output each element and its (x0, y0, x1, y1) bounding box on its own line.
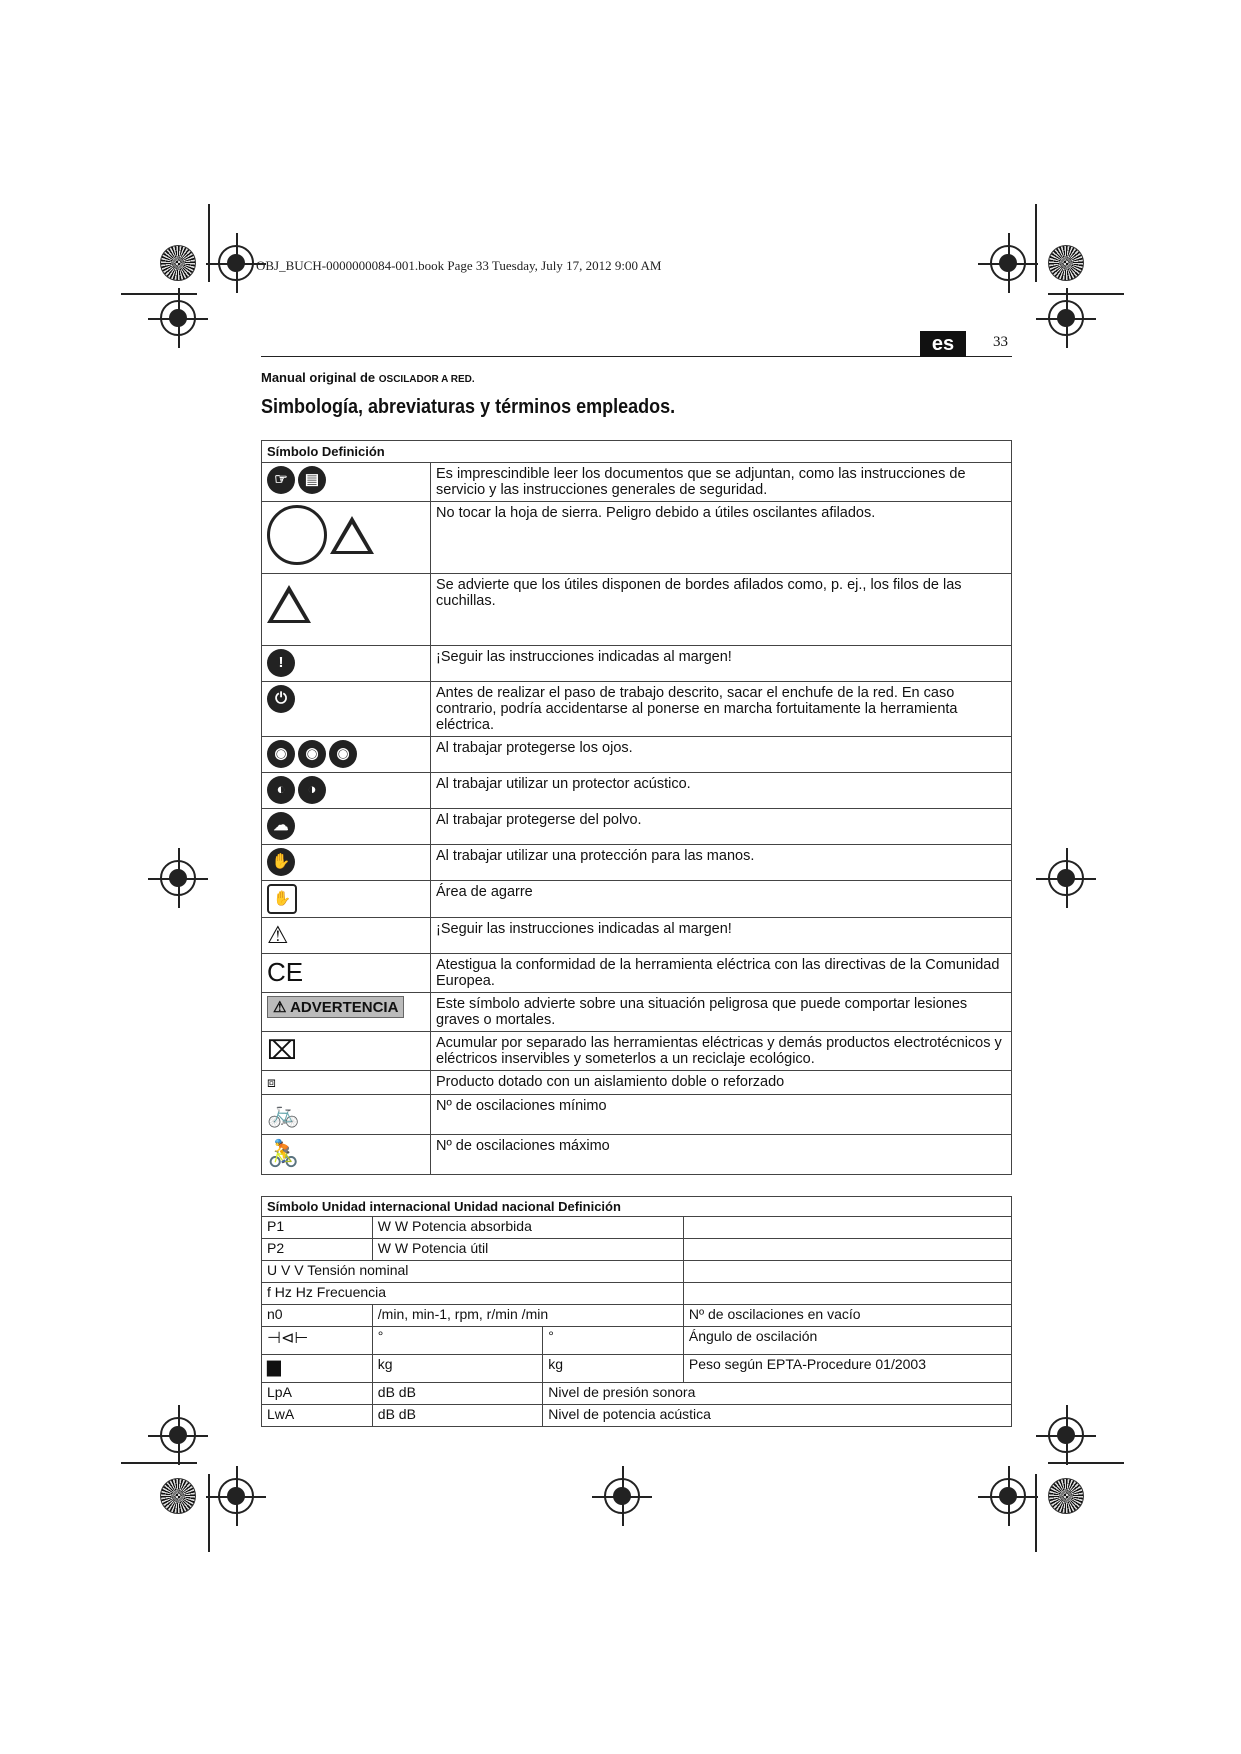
table-row (262, 1217, 1012, 1239)
registration-mark-icon (990, 245, 1026, 281)
unit-definition (683, 1261, 1011, 1283)
unit-definition (683, 1239, 1011, 1261)
book-icon: ▤ (298, 466, 326, 494)
definition-cell: Al trabajar utilizar una protección para las manos. (431, 845, 1012, 881)
symbol-cell (262, 463, 431, 502)
crop-mark (1035, 204, 1037, 282)
symbol-cell (262, 1095, 431, 1135)
definition-cell: ¡Seguir las instrucciones indicadas al margen! (431, 646, 1012, 682)
section-title: Simbología, abreviaturas y términos empleados. (261, 396, 676, 418)
symbols-table-header: Símbolo Definición (262, 441, 1012, 463)
unit-intl: kg (372, 1355, 543, 1383)
advertencia-badge (267, 996, 404, 1018)
table-row (262, 1283, 1012, 1305)
unit-symbol: U V V Tensión nominal (262, 1261, 684, 1283)
symbol-cell (262, 737, 431, 773)
definition-cell: No tocar la hoja de sierra. Peligro debido a útiles oscilantes afilados. (431, 502, 1012, 574)
unit-symbol: P2 (262, 1239, 373, 1261)
table-row (262, 1327, 1012, 1355)
unit-intl: W W Potencia absorbida (372, 1217, 683, 1239)
crop-mark (208, 204, 210, 282)
unit-intl: dB dB (372, 1405, 543, 1427)
sharp-edges-warning-icon (267, 585, 311, 623)
unit-symbol: f Hz Hz Frecuencia (262, 1283, 684, 1305)
color-rosette-icon (160, 1478, 196, 1514)
unit-symbol: P1 (262, 1217, 373, 1239)
grip-area-icon: ✋ (267, 884, 297, 914)
slow-cyclist-icon: 🚲 (267, 1098, 300, 1128)
ce-mark-icon: CE (267, 957, 304, 987)
definition-cell: Al trabajar protegerse del polvo. (431, 809, 1012, 845)
unit-symbol: n0 (262, 1305, 373, 1327)
unit-symbol: LwA (262, 1405, 373, 1427)
units-table-header: Símbolo Unidad internacional Unidad nacional Definición (262, 1197, 1012, 1217)
unit-intl: ° (372, 1327, 543, 1355)
symbol-cell (262, 1135, 431, 1175)
table-row (262, 1383, 1012, 1405)
table-row (262, 1405, 1012, 1427)
unit-definition: Nivel de potencia acústica (543, 1405, 1012, 1427)
registration-mark-icon (1048, 300, 1084, 336)
unit-definition (683, 1283, 1011, 1305)
header-rule (261, 356, 1012, 357)
color-rosette-icon (160, 245, 196, 281)
weee-bin-icon: ⌧ (267, 1035, 297, 1065)
unit-definition: Ángulo de oscilación (683, 1327, 1011, 1355)
symbol-cell (262, 954, 431, 993)
unit-definition: Peso según EPTA-Procedure 01/2003 (683, 1355, 1011, 1383)
unit-definition: Nº de oscilaciones en vacío (683, 1305, 1011, 1327)
color-rosette-icon (1048, 245, 1084, 281)
unit-intl: W W Potencia útil (372, 1239, 683, 1261)
units-table (261, 1196, 1012, 1427)
crop-mark (1048, 1462, 1124, 1464)
crop-mark (208, 1474, 210, 1552)
fast-cyclist-icon: 🚴 (267, 1138, 300, 1168)
symbol-cell (262, 682, 431, 737)
definition-cell: Nº de oscilaciones máximo (431, 1135, 1012, 1175)
table-row (262, 1239, 1012, 1261)
unit-symbol: LpA (262, 1383, 373, 1405)
exclamation-icon: ! (267, 649, 295, 677)
unplug-icon: ⏻ (267, 685, 295, 713)
symbol-cell (262, 646, 431, 682)
crop-mark (121, 293, 197, 295)
symbol-cell (262, 502, 431, 574)
oscillation-angle-icon: ⊣⊲⊢ (262, 1327, 373, 1355)
unit-definition: Nivel de presión sonora (543, 1383, 1012, 1405)
symbol-cell (262, 1071, 431, 1095)
dust-mask-icon: ☁ (267, 812, 295, 840)
goggles-icon: ◉ (329, 740, 357, 768)
definition-cell: Este símbolo advierte sobre una situación peligrosa que puede comportar lesiones graves o mortales. (431, 993, 1012, 1032)
unit-intl: dB dB (372, 1383, 543, 1405)
definition-cell: Al trabajar utilizar un protector acústico. (431, 773, 1012, 809)
definition-cell: Producto dotado con un aislamiento doble o reforzado (431, 1071, 1012, 1095)
unit-definition (683, 1217, 1011, 1239)
registration-mark-icon (218, 1478, 254, 1514)
advertencia-label: ADVERTENCIA (290, 999, 399, 1016)
table-row (262, 1261, 1012, 1283)
symbols-table (261, 440, 1012, 1175)
ear-protection-icon: ◐ (267, 776, 295, 804)
registration-mark-icon (1048, 1417, 1084, 1453)
registration-mark-icon (160, 1417, 196, 1453)
registration-mark-icon (990, 1478, 1026, 1514)
unit-intl: /min, min-1, rpm, r/min /min (372, 1305, 683, 1327)
face-shield-icon: ◉ (298, 740, 326, 768)
symbol-cell (262, 881, 431, 918)
warning-triangle-icon: ⚠ (273, 999, 291, 1016)
symbol-cell (262, 574, 431, 646)
table-row (262, 1355, 1012, 1383)
eye-protection-icon: ◉ (267, 740, 295, 768)
definition-cell: Acumular por separado las herramientas eléctricas y demás productos electrotécnicos y eléctricos inservibles y someterlos a un reciclaje ecológico. (431, 1032, 1012, 1071)
definition-cell: ¡Seguir las instrucciones indicadas al margen! (431, 918, 1012, 954)
definition-cell: Antes de realizar el paso de trabajo descrito, sacar el enchufe de la red. En caso contrario, podría accidentarse al ponerse en marcha fortuitamente la herramienta eléctrica. (431, 682, 1012, 737)
symbol-cell (262, 993, 431, 1032)
symbol-cell (262, 773, 431, 809)
crop-mark (1048, 293, 1124, 295)
crop-mark (121, 1462, 197, 1464)
registration-mark-icon (218, 245, 254, 281)
registration-mark-icon (160, 860, 196, 896)
book-info-line: OBJ_BUCH-0000000084-001.book Page 33 Tuesday, July 17, 2012 9:00 AM (256, 258, 662, 273)
manual-title (261, 370, 475, 385)
definition-cell: Es imprescindible leer los documentos que se adjuntan, como las instrucciones de servicio y las instrucciones generales de seguridad. (431, 463, 1012, 502)
weight-icon: ▆ (262, 1355, 373, 1383)
sharp-tool-warning-icon (330, 516, 374, 554)
read-manual-icon: ☞ (267, 466, 295, 494)
symbol-cell (262, 845, 431, 881)
symbol-cell (262, 809, 431, 845)
ear-muffs-icon: ◑ (298, 776, 326, 804)
language-tab: es (920, 331, 966, 357)
symbol-cell (262, 918, 431, 954)
crop-mark (1035, 1474, 1037, 1552)
page-number: 33 (993, 334, 1008, 350)
symbol-cell (262, 1032, 431, 1071)
definition-cell: Nº de oscilaciones mínimo (431, 1095, 1012, 1135)
attention-blade-icon (267, 505, 327, 565)
unit-national: kg (543, 1355, 684, 1383)
registration-mark-icon (1048, 860, 1084, 896)
color-rosette-icon (1048, 1478, 1084, 1514)
warning-triangle-icon: ⚠ (267, 922, 289, 949)
registration-mark-icon (160, 300, 196, 336)
definition-cell: Al trabajar protegerse los ojos. (431, 737, 1012, 773)
unit-national: ° (543, 1327, 684, 1355)
gloves-icon: ✋ (267, 848, 295, 876)
definition-cell: Área de agarre (431, 881, 1012, 918)
table-row (262, 1305, 1012, 1327)
definition-cell: Se advierte que los útiles disponen de bordes afilados como, p. ej., los filos de las cuchillas. (431, 574, 1012, 646)
registration-mark-icon (604, 1478, 640, 1514)
double-insulation-icon: ⧈ (267, 1074, 276, 1090)
manual-title-product: OSCILADOR A RED. (378, 374, 475, 385)
definition-cell: Atestigua la conformidad de la herramienta eléctrica con las directivas de la Comunidad Europea. (431, 954, 1012, 993)
manual-title-prefix: Manual original de (261, 370, 376, 385)
